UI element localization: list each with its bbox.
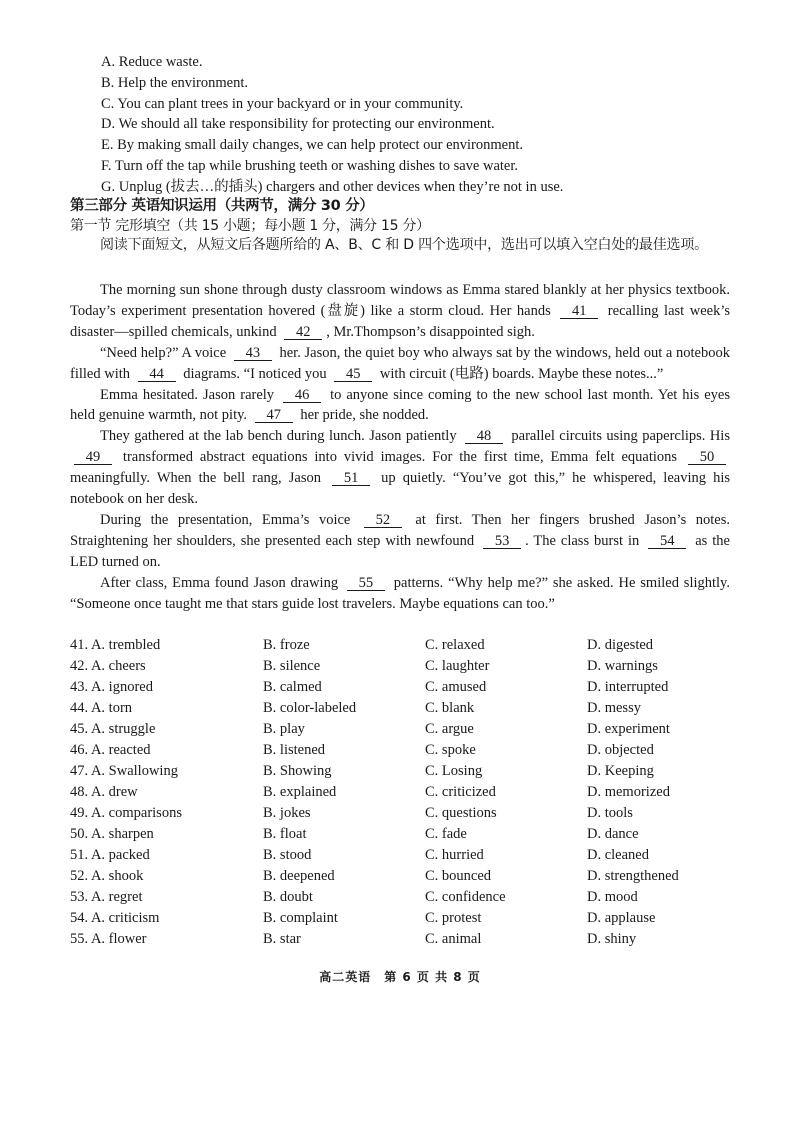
blank-46: 46 bbox=[283, 388, 321, 403]
passage-text: “Need help?” A voice bbox=[100, 344, 230, 361]
choice-b: B. star bbox=[263, 931, 301, 947]
choice-b: B. explained bbox=[263, 784, 337, 800]
choice-c: C. spoke bbox=[425, 742, 476, 758]
blank-50: 50 bbox=[688, 450, 726, 465]
choice-b: B. froze bbox=[263, 637, 310, 653]
choice-a: 55. A. flower bbox=[70, 931, 147, 947]
section-title: 第三部分 英语知识运用（共两节，满分 30 分） bbox=[70, 198, 374, 214]
choice-b: B. play bbox=[263, 721, 305, 737]
choice-c: C. fade bbox=[425, 826, 467, 842]
choice-b: B. calmed bbox=[263, 679, 322, 695]
question-row-51 bbox=[70, 845, 747, 866]
passage-paragraph bbox=[70, 280, 730, 343]
question-row-46 bbox=[70, 740, 747, 761]
choice-d: D. digested bbox=[587, 637, 654, 653]
passage-text: diagrams. “I noticed you bbox=[179, 365, 331, 382]
passage-text: parallel circuits using paperclips. His bbox=[507, 428, 730, 445]
choice-a: 50. A. sharpen bbox=[70, 826, 154, 842]
choice-a: 45. A. struggle bbox=[70, 721, 156, 737]
choice-a: 43. A. ignored bbox=[70, 679, 153, 695]
choice-b: B. deepened bbox=[263, 868, 335, 884]
choice-a: 54. A. criticism bbox=[70, 910, 160, 926]
page-footer: 高二英语 第 6 页 共 8 页 bbox=[319, 970, 481, 984]
instructions-text: 阅读下面短文，从短文后各题所给的 A、B、C 和 D 四个选项中，选出可以填入空白处的最佳选项。 bbox=[100, 237, 708, 253]
choice-b: B. complaint bbox=[263, 910, 338, 926]
choice-a: 46. A. reacted bbox=[70, 742, 151, 758]
option-f: F. Turn off the tap while brushing teeth or washing dishes to save water. bbox=[101, 157, 519, 174]
option-b: B. Help the environment. bbox=[101, 74, 248, 91]
choice-c: C. laughter bbox=[425, 658, 490, 674]
cloze-passage bbox=[70, 280, 730, 615]
blank-42: 42 bbox=[284, 325, 322, 340]
question-row-50 bbox=[70, 824, 747, 845]
choice-d: D. messy bbox=[587, 700, 641, 716]
question-row-47 bbox=[70, 761, 747, 782]
blank-49: 49 bbox=[74, 450, 112, 465]
choice-b: B. jokes bbox=[263, 805, 311, 821]
choice-c: C. relaxed bbox=[425, 637, 485, 653]
choice-d: D. strengthened bbox=[587, 868, 679, 884]
passage-text: The morning sun shone through dusty classroom windows as Emma stared blankly at her physics textbook. Today’s experiment presentation hovered (盘旋) like a storm cloud. Her hands bbox=[70, 282, 730, 319]
choice-d: D. interrupted bbox=[587, 679, 669, 695]
passage-text: Emma hesitated. Jason rarely bbox=[100, 386, 280, 403]
question-row-49 bbox=[70, 803, 747, 824]
option-d: D. We should all take responsibility for protecting our environment. bbox=[101, 116, 495, 133]
blank-47: 47 bbox=[255, 408, 293, 423]
choice-c: C. protest bbox=[425, 910, 482, 926]
option-g: G. Unplug (拔去…的插头) chargers and other devices when they’re not in use. bbox=[101, 178, 564, 195]
choice-d: D. Keeping bbox=[587, 763, 654, 779]
passage-paragraph bbox=[70, 573, 730, 615]
passage-paragraph bbox=[70, 426, 730, 510]
question-row-53 bbox=[70, 887, 747, 908]
choice-c: C. hurried bbox=[425, 847, 484, 863]
blank-45: 45 bbox=[334, 367, 372, 382]
choice-c: C. criticized bbox=[425, 784, 496, 800]
blank-48: 48 bbox=[465, 429, 503, 444]
choice-a: 51. A. packed bbox=[70, 847, 150, 863]
passage-text: meaningfully. When the bell rang, Jason bbox=[70, 470, 329, 487]
passage-text: patterns. “Why help me?” she asked. He smiled slightly. “Someone once taught me that stars guide lost travelers. Maybe equations can too.” bbox=[70, 574, 730, 612]
passage-text: her. Jason, the quiet boy who always sat by the windows, held out a notebook filled with bbox=[70, 344, 730, 382]
passage-text: After class, Emma found Jason drawing bbox=[100, 574, 343, 591]
choice-a: 49. A. comparisons bbox=[70, 805, 182, 821]
blank-44: 44 bbox=[138, 367, 176, 382]
choice-c: C. Losing bbox=[425, 763, 483, 779]
question-row-52 bbox=[70, 866, 747, 887]
option-c: C. You can plant trees in your backyard or in your community. bbox=[101, 95, 464, 112]
section-subtitle: 第一节 完形填空（共 15 小题；每小题 1 分，满分 15 分） bbox=[70, 218, 430, 234]
passage-text: at first. Then her fingers brushed Jason’s notes. Straightening her shoulders, she presented each step with newfound bbox=[70, 511, 730, 549]
passage-text: her pride, she nodded. bbox=[296, 407, 429, 424]
choice-d: D. warnings bbox=[587, 658, 658, 674]
question-row-45 bbox=[70, 719, 747, 740]
choice-b: B. color-labeled bbox=[263, 700, 357, 716]
blank-51: 51 bbox=[332, 471, 370, 486]
blank-41: 41 bbox=[560, 304, 598, 319]
question-row-54 bbox=[70, 908, 747, 929]
option-e: E. By making small daily changes, we can help protect our environment. bbox=[101, 137, 523, 154]
option-a: A. Reduce waste. bbox=[101, 54, 203, 70]
passage-text: recalling last week’s disaster—spilled chemicals, unkind bbox=[70, 302, 730, 340]
choice-b: B. Showing bbox=[263, 763, 332, 779]
choice-a: 42. A. cheers bbox=[70, 658, 146, 674]
blank-43: 43 bbox=[234, 346, 272, 361]
choice-c: C. confidence bbox=[425, 889, 506, 905]
passage-text: transformed abstract equations into vivid images. For the first time, Emma felt equations bbox=[116, 449, 684, 466]
blank-52: 52 bbox=[364, 513, 402, 528]
blank-53: 53 bbox=[483, 534, 521, 549]
choice-c: C. blank bbox=[425, 700, 475, 716]
question-row-41 bbox=[70, 635, 747, 656]
choice-d: D. shiny bbox=[587, 931, 637, 947]
choice-d: D. applause bbox=[587, 910, 656, 926]
choice-d: D. mood bbox=[587, 889, 638, 905]
choice-a: 44. A. torn bbox=[70, 700, 133, 716]
choice-d: D. experiment bbox=[587, 721, 670, 737]
passage-text: . The class burst in bbox=[525, 532, 645, 549]
choice-a: 47. A. Swallowing bbox=[70, 763, 178, 779]
blank-55: 55 bbox=[347, 576, 385, 591]
question-row-48 bbox=[70, 782, 747, 803]
choice-d: D. memorized bbox=[587, 784, 670, 800]
choice-c: C. bounced bbox=[425, 868, 492, 884]
choice-a: 53. A. regret bbox=[70, 889, 143, 905]
passage-paragraph bbox=[70, 343, 730, 385]
blank-54: 54 bbox=[648, 534, 686, 549]
choice-b: B. doubt bbox=[263, 889, 313, 905]
passage-text: , Mr.Thompson’s disappointed sigh. bbox=[326, 323, 535, 340]
choice-d: D. objected bbox=[587, 742, 654, 758]
passage-text: up quietly. “You’ve got this,” he whispered, leaving his notebook on her desk. bbox=[70, 470, 731, 508]
sentence-options-list bbox=[101, 52, 563, 198]
choice-d: D. tools bbox=[587, 805, 633, 821]
choice-c: C. questions bbox=[425, 805, 497, 821]
choice-b: B. silence bbox=[263, 658, 321, 674]
passage-text: to anyone since coming to the new school last month. Yet his eyes held genuine warmth, not pity. bbox=[70, 386, 730, 424]
choice-a: 41. A. trembled bbox=[70, 637, 161, 653]
answer-choices-table bbox=[70, 635, 747, 950]
passage-paragraph bbox=[70, 510, 730, 573]
question-row-43 bbox=[70, 677, 747, 698]
choice-c: C. amused bbox=[425, 679, 487, 695]
passage-text: They gathered at the lab bench during lunch. Jason patiently bbox=[100, 428, 461, 445]
passage-paragraph bbox=[70, 385, 730, 427]
choice-b: B. listened bbox=[263, 742, 326, 758]
choice-c: C. animal bbox=[425, 931, 482, 947]
question-row-55 bbox=[70, 929, 747, 950]
choice-a: 52. A. shook bbox=[70, 868, 144, 884]
passage-text: as the LED turned on. bbox=[70, 532, 730, 570]
instructions bbox=[70, 235, 732, 256]
choice-c: C. argue bbox=[425, 721, 474, 737]
question-row-44 bbox=[70, 698, 747, 719]
choice-b: B. float bbox=[263, 826, 307, 842]
question-row-42 bbox=[70, 656, 747, 677]
choice-d: D. dance bbox=[587, 826, 639, 842]
choice-d: D. cleaned bbox=[587, 847, 649, 863]
passage-text: During the presentation, Emma’s voice bbox=[100, 511, 360, 528]
choice-b: B. stood bbox=[263, 847, 312, 863]
passage-text: with circuit (电路) boards. Maybe these notes...” bbox=[376, 365, 664, 382]
choice-a: 48. A. drew bbox=[70, 784, 138, 800]
